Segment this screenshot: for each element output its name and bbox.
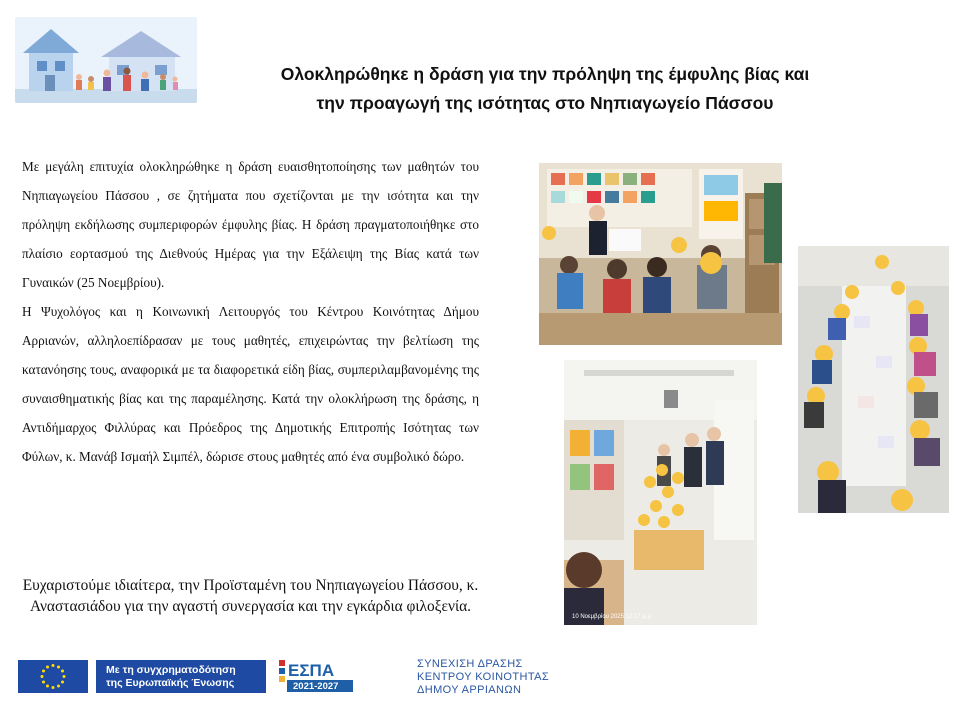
photo-timestamp: 10 Νοεμβρίου 2025 12:17 μ.μ. <box>572 614 653 620</box>
eu-cofunding-line-2: της Ευρωπαϊκής Ένωσης <box>106 676 235 689</box>
eu-flag-logo <box>18 660 88 693</box>
espa-logo <box>279 658 355 696</box>
program-continuation-label <box>417 658 617 696</box>
article-paragraph-1: Με μεγάλη επιτυχία ολοκληρώθηκε η δράση ευαισθητοποίησης των μαθητών του Νηπιαγωγείου Πάσσου , σε ζητήματα που σχετίζονται με την ισότητα και την πρόληψη εκδήλωσης συμπεριφορών έμφυλης βίας. Η δράση πραγματοποιήθηκε στο πλαίσιο εορτασμού της Διεθνούς Ημέρας για την Εξάλειψη της Βίας κατά των Γυναικών (25 Νοεμβρίου). <box>22 159 479 290</box>
continuation-line-3: ΔΗΜΟΥ ΑΡΡΙΑΝΩΝ <box>417 683 522 696</box>
page-title-line-1: Ολοκληρώθηκε η δράση για την πρόληψη της έμφυλης βίας και <box>280 64 810 84</box>
continuation-line-2: ΚΕΝΤΡΟΥ ΚΟΙΝΟΤΗΤΑΣ <box>417 670 550 683</box>
article-body <box>22 152 479 471</box>
eu-cofunding-line-1: Με τη συγχρηματοδότηση <box>106 663 236 676</box>
article-paragraph-2: Η Ψυχολόγος και η Κοινωνική Λειτουργός του Κέντρου Κοινότητας Δήμου Αρριανών, αλληλοεπίδρασαν με τους μαθητές, επιχειρώντας την βελτίωση της κατανόησης τους, αναφορικά με τα διαφορετικά είδη βίας, συμπεριλαμβανομένης της συναισθηματικής βίας και της παραμέλησης. Κατά την ολοκλήρωση της δράσης, η Αντιδήμαρχος Φιλλύρας και Πρόεδρος της Δημοτικής Επιτροπής Ισότητας των Φύλων, κ. Μανάβ Ισμαήλ Σιμπέλ, δώρισε στους μαθητές από ένα συμβολικό δώρο. <box>22 304 479 464</box>
eu-cofunding-label <box>96 660 266 693</box>
thanks-note: Ευχαριστούμε ιδιαίτερα, την Προϊσταμένη του Νηπιαγωγείου Πάσσου, κ. Αναστασιάδου για την αγαστή συνεργασία και την εγκάρδια φιλοξενία. <box>22 577 479 615</box>
page-title-line-2: την προαγωγή της ισότητας στο Νηπιαγωγείο Πάσσου <box>316 93 774 113</box>
community-center-logo <box>15 17 197 103</box>
espa-name: ΕΣΠΑ <box>288 661 335 680</box>
page-title <box>215 60 875 118</box>
continuation-line-1: ΣΥΝΕΧΙΣΗ ΔΡΑΣΗΣ <box>417 658 523 670</box>
classroom-photo-2 <box>798 246 949 513</box>
espa-years: 2021-2027 <box>293 681 339 692</box>
classroom-photo-3 <box>564 360 757 625</box>
classroom-photo-1 <box>539 163 782 345</box>
